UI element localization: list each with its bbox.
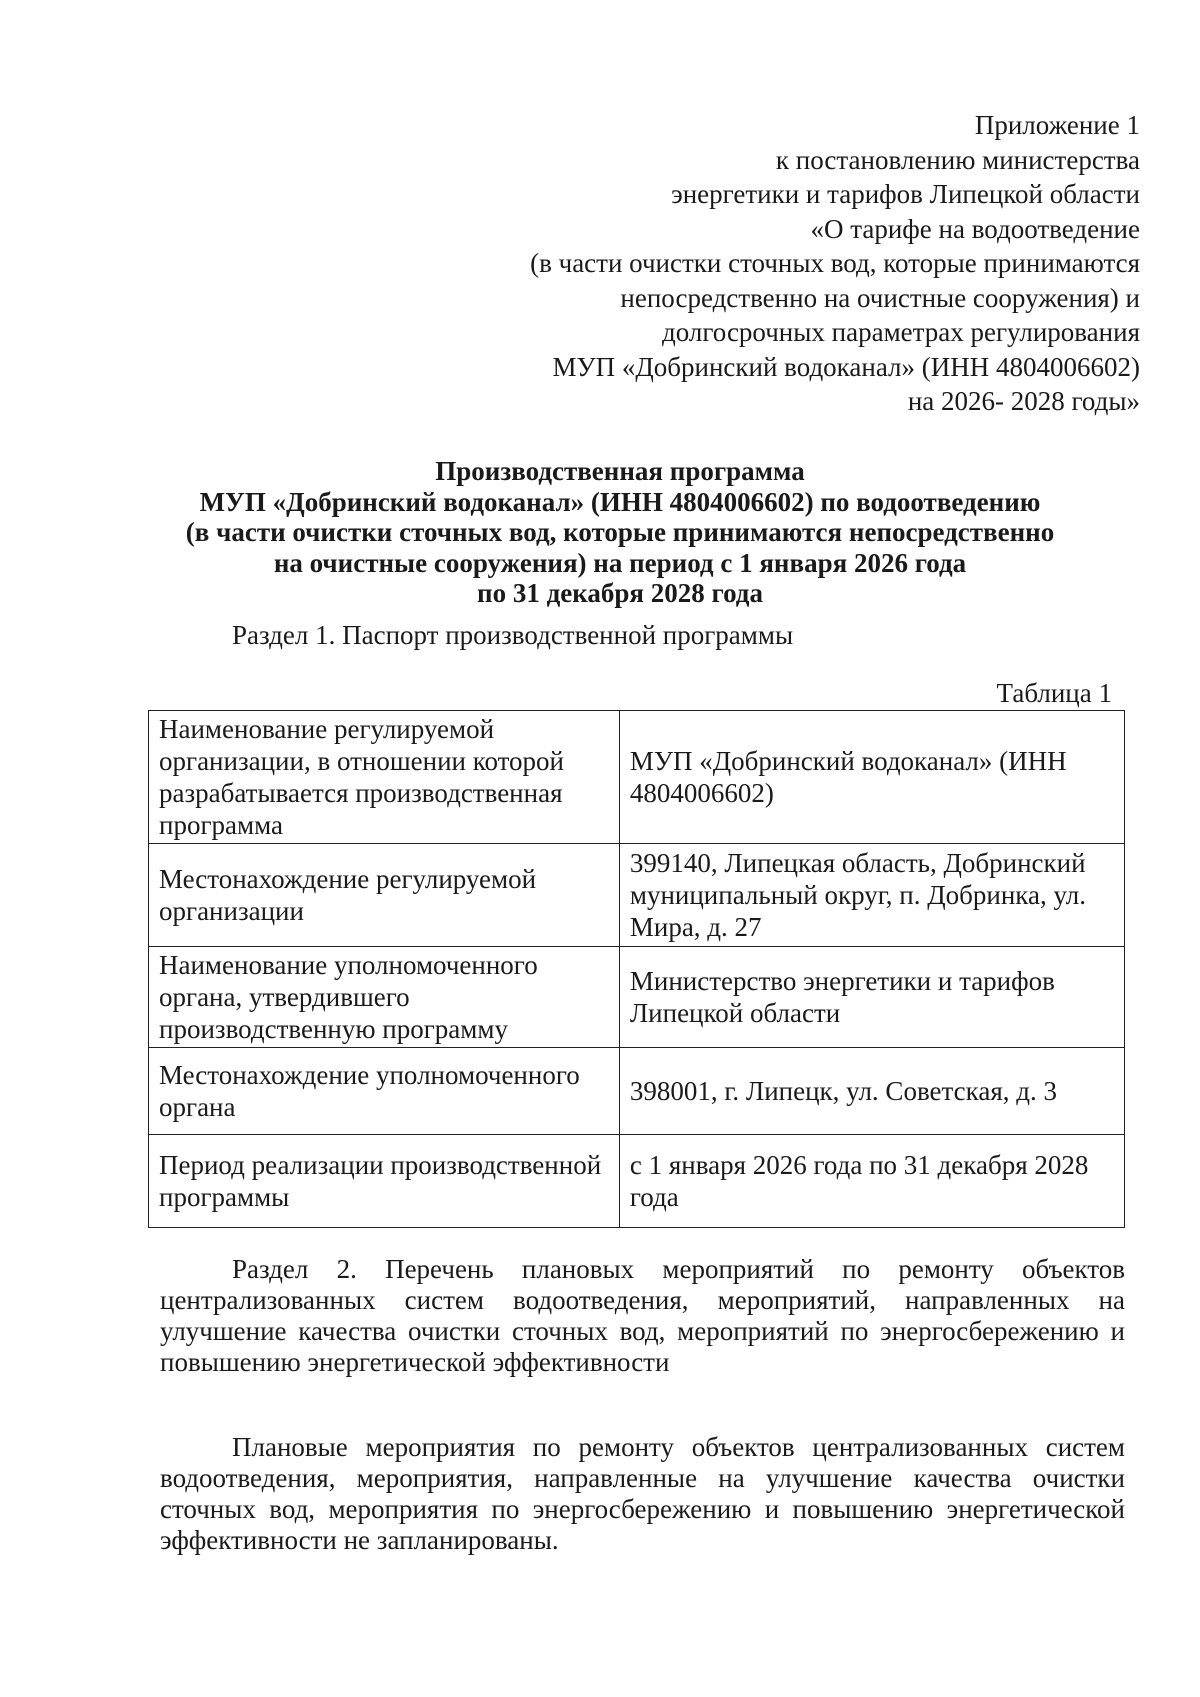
- appendix-line: МУП «Добринский водоканал» (ИНН 4804006602): [552, 351, 1140, 382]
- row-value: 399140, Липецкая область, Добринский муниципальный округ, п. Добринка, ул. Мира, д. 27: [619, 844, 1124, 947]
- row-value: 398001, г. Липецк, ул. Советская, д. 3: [619, 1048, 1124, 1135]
- section2-heading: Раздел 2. Перечень плановых мероприятий по ремонту объектов централизованных систем водоотведения, мероприятий, направленных на улучшение качества очистки сточных вод, мероприятий по энергосбережению и повышению энергетической эффективности: [160, 1254, 1125, 1377]
- table-row: [149, 947, 1125, 1048]
- title-line: МУП «Добринский водоканал» (ИНН 4804006602) по водоотведению: [199, 486, 1041, 517]
- appendix-line: Приложение 1: [974, 110, 1140, 140]
- appendix-line: «О тарифе на водоотведение: [810, 213, 1140, 244]
- title-line: по 31 декабря 2028 года: [477, 578, 763, 608]
- title-line: на очистные сооружения) на период с 1 января 2026 года: [273, 547, 967, 578]
- row-label: Местонахождение регулируемой организации: [149, 844, 620, 947]
- table-row: [149, 1135, 1125, 1228]
- table-caption: Таблица 1: [996, 678, 1112, 708]
- appendix-line: на 2026- 2028 годы»: [907, 386, 1140, 416]
- row-label: Наименование регулируемой организации, в отношении которой разрабатывается производственная программа: [149, 711, 620, 844]
- title-line: (в части очистки сточных вод, которые принимаются непосредственно: [185, 517, 1055, 547]
- row-label: Период реализации производственной программы: [149, 1135, 620, 1228]
- table-row: [149, 1048, 1125, 1135]
- appendix-line: непосредственно на очистные сооружения) и: [620, 282, 1140, 313]
- title-line: Производственная программа: [435, 456, 805, 486]
- passport-table: [148, 710, 1125, 1228]
- section1-heading: Раздел 1. Паспорт производственной программы: [232, 620, 794, 650]
- row-label: Наименование уполномоченного органа, утвердившего производственную программу: [149, 947, 620, 1048]
- appendix-line: к постановлению министерства: [775, 144, 1140, 175]
- table-row: [149, 711, 1125, 844]
- section2-body: Плановые мероприятия по ремонту объектов централизованных систем водоотведения, мероприятия, направленные на улучшение качества очистки сточных вод, мероприятия по энергосбережению и повышению энергетической эффективности не запланированы.: [160, 1432, 1125, 1555]
- row-value: МУП «Добринский водоканал» (ИНН 4804006602): [619, 711, 1124, 844]
- row-value: с 1 января 2026 года по 31 декабря 2028 года: [619, 1135, 1124, 1228]
- document-title: [0, 456, 1200, 609]
- row-value: Министерство энергетики и тарифов Липецкой области: [619, 947, 1124, 1048]
- appendix-line: долгосрочных параметрах регулирования: [662, 317, 1140, 347]
- table-row: [149, 844, 1125, 947]
- row-label: Местонахождение уполномоченного органа: [149, 1048, 620, 1135]
- appendix-line: энергетики и тарифов Липецкой области: [671, 179, 1140, 209]
- appendix-line: (в части очистки сточных вод, которые принимаются: [530, 248, 1140, 278]
- appendix-header: [380, 108, 1140, 419]
